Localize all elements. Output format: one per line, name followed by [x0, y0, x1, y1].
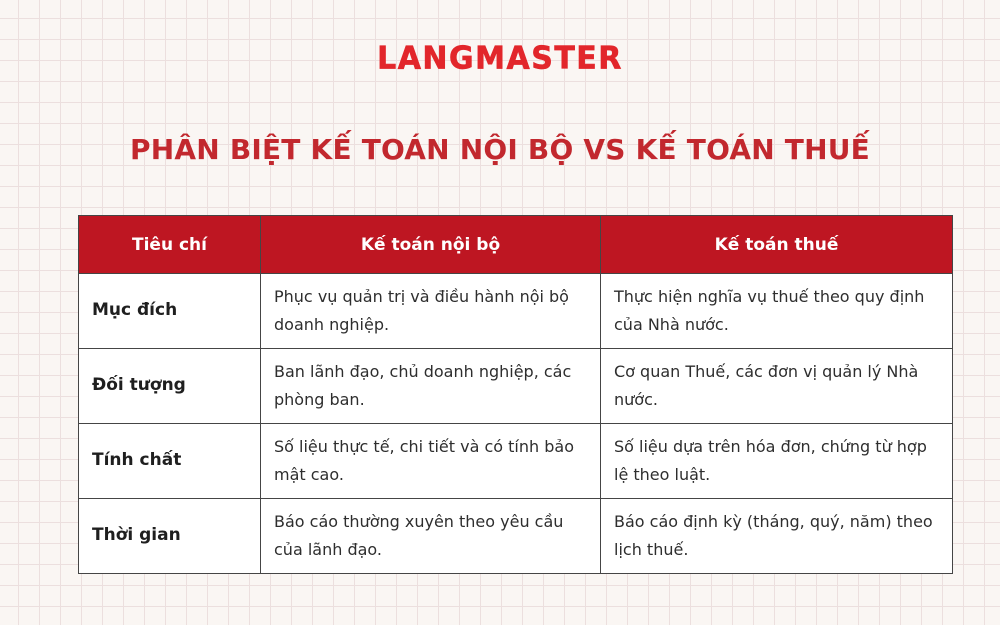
table-row-nature — [79, 424, 953, 499]
table-row-purpose — [79, 274, 953, 349]
cell-internal: Số liệu thực tế, chi tiết và có tính bảo mật cao. — [261, 424, 601, 499]
cell-tax: Số liệu dựa trên hóa đơn, chứng từ hợp lệ theo luật. — [601, 424, 953, 499]
row-label: Thời gian — [79, 499, 261, 574]
table-row-time — [79, 499, 953, 574]
header-tax-accounting: Kế toán thuế — [601, 216, 953, 274]
langmaster-logo: LANGMASTER — [377, 40, 623, 77]
cell-internal: Phục vụ quản trị và điều hành nội bộ doanh nghiệp. — [261, 274, 601, 349]
comparison-table — [78, 215, 953, 574]
row-label: Đối tượng — [79, 349, 261, 424]
row-label: Tính chất — [79, 424, 261, 499]
cell-tax: Báo cáo định kỳ (tháng, quý, năm) theo lịch thuế. — [601, 499, 953, 574]
row-label: Mục đích — [79, 274, 261, 349]
header-internal-accounting: Kế toán nội bộ — [261, 216, 601, 274]
page-title: PHÂN BIỆT KẾ TOÁN NỘI BỘ VS KẾ TOÁN THUẾ — [130, 133, 870, 166]
cell-tax: Thực hiện nghĩa vụ thuế theo quy định của Nhà nước. — [601, 274, 953, 349]
table-header-row — [79, 216, 953, 274]
header-criteria: Tiêu chí — [79, 216, 261, 274]
cell-internal: Báo cáo thường xuyên theo yêu cầu của lãnh đạo. — [261, 499, 601, 574]
cell-tax: Cơ quan Thuế, các đơn vị quản lý Nhà nước. — [601, 349, 953, 424]
comparison-table-container — [78, 215, 952, 574]
table-row-audience — [79, 349, 953, 424]
cell-internal: Ban lãnh đạo, chủ doanh nghiệp, các phòng ban. — [261, 349, 601, 424]
